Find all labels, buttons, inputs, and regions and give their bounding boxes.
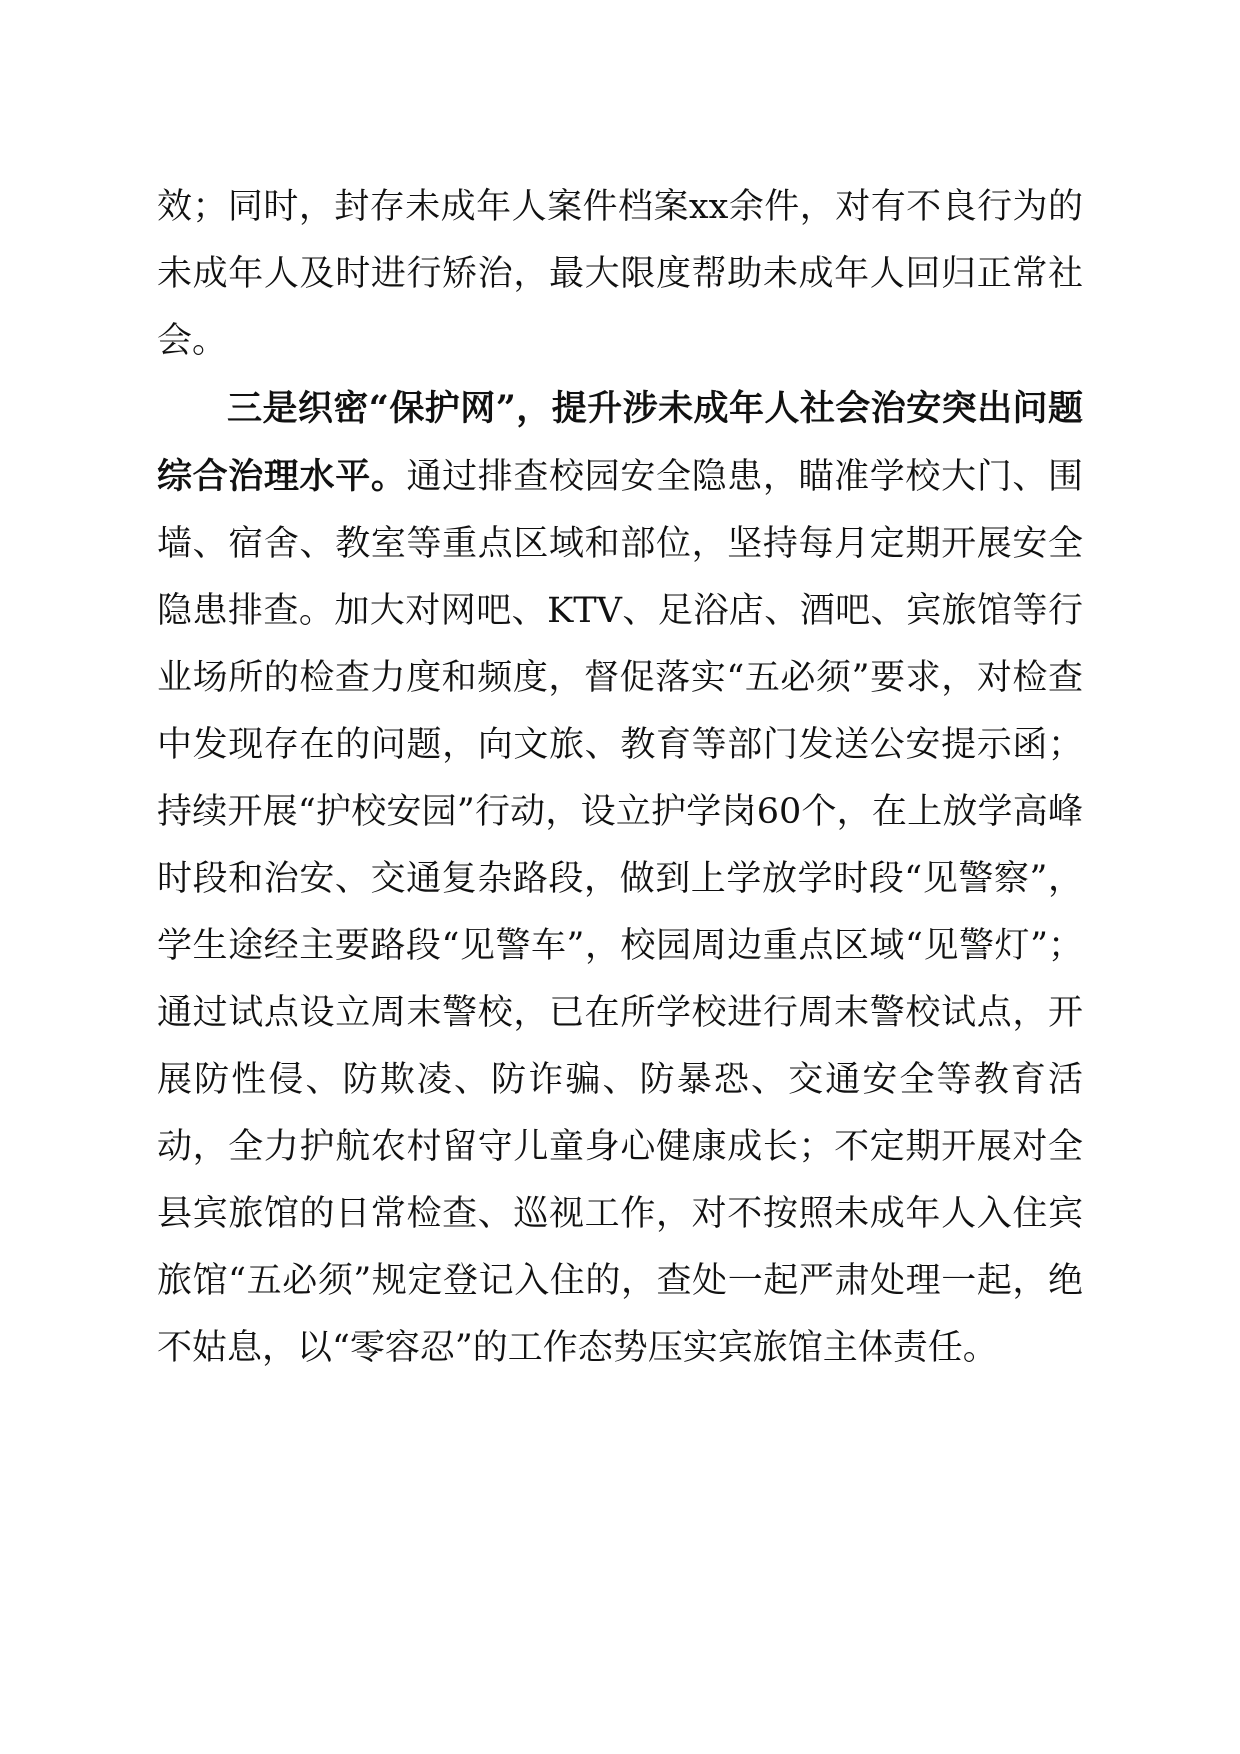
paragraph-continuation	[157, 174, 1083, 375]
paragraph-text: 通过排查校园安全隐患，瞄准学校大门、围墙、宿舍、教室等重点区域和部位，坚持每月定期开展安全隐患排查。加大对网吧、KTV、足浴店、酒吧、宾旅馆等行业场所的检查力度和频度，督促落实“五必须”要求，对检查中发现存在的问题，向文旅、教育等部门发送公安提示函；持续开展“护校安园”行动，设立护学岗60个，在上放学高峰时段和治安、交通复杂路段，做到上学放学时段“见警察”，学生途经主要路段“见警车”，校园周边重点区域“见警灯”；通过试点设立周末警校，已在所学校进行周末警校试点，开展防性侵、防欺凌、防诈骗、防暴恐、交通安全等教育活动，全力护航农村留守儿童身心健康成长；不定期开展对全县宾旅馆的日常检查、巡视工作，对不按照未成年人入住宾旅馆“五必须”规定登记入住的，查处一起严肃处理一起，绝不姑息，以“零容忍”的工作态势压实宾旅馆主体责任。	[157, 457, 1083, 1368]
paragraph-heading-bold: 三是织密“保护网”，提升涉未成年人社会治安突出问题综合治理水平。	[157, 388, 1083, 497]
document-body	[157, 174, 1083, 1382]
paragraph-protection-net	[157, 375, 1083, 1382]
paragraph-text: 效；同时，封存未成年人案件档案xx余件，对有不良行为的未成年人及时进行矫治，最大限度帮助未成年人回归正常社会。	[157, 187, 1083, 361]
